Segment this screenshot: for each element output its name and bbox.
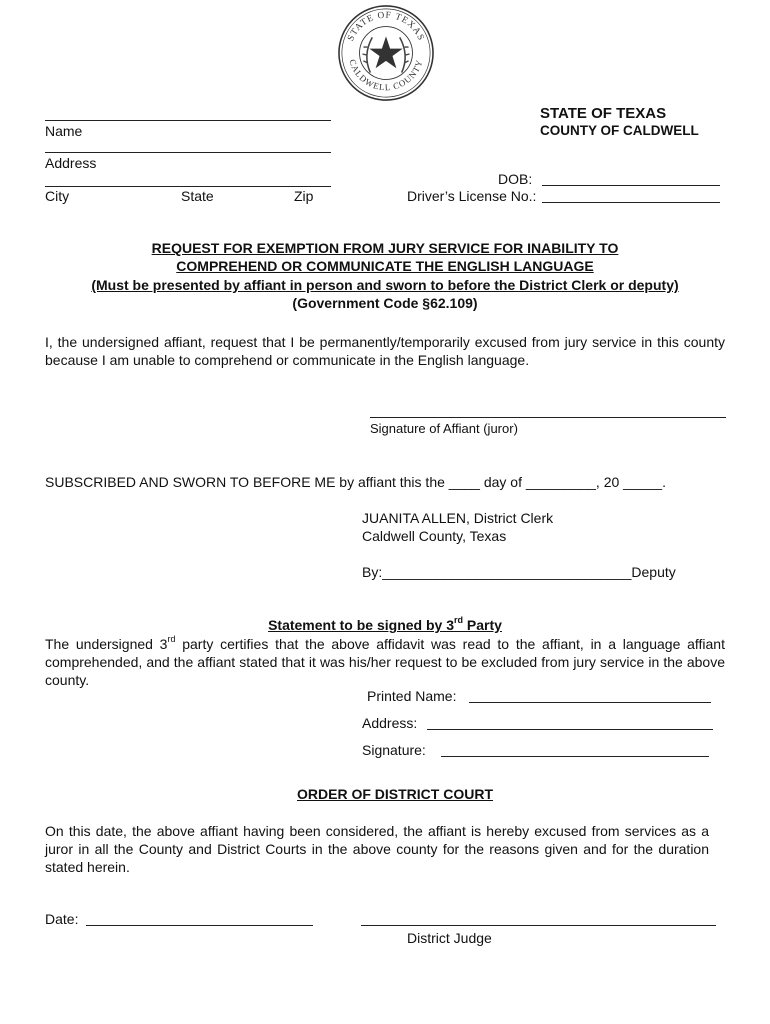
name-line[interactable] [45,120,331,121]
state-label: State [181,188,214,204]
judge-signature-line[interactable] [361,925,716,926]
svg-text:CALDWELL COUNTY: CALDWELL COUNTY [347,58,425,93]
affiant-signature-label: Signature of Affiant (juror) [370,421,518,436]
zip-label: Zip [294,188,314,204]
date-label: Date: [45,911,79,927]
deputy-signature-row [362,564,676,580]
county-heading: COUNTY OF CALDWELL [540,123,699,138]
title-line-1: REQUEST FOR EXEMPTION FROM JURY SERVICE FOR INABILITY TO [151,240,619,256]
state-heading: STATE OF TEXAS [540,105,667,122]
title-line-2: COMPREHEND OR COMMUNICATE THE ENGLISH LANGUAGE [176,258,594,274]
order-paragraph: On this date, the above affiant having been considered, the affiant is hereby excused from services as a juror in all the County and District Courts in the above county for the reasons given and for the duration stated herein. [45,823,709,875]
dob-label: DOB: [498,171,533,187]
license-label: Driver’s License No.: [407,188,537,204]
license-line[interactable] [542,202,720,203]
clerk-county: Caldwell County, Texas [362,528,507,544]
county-seal-logo [337,4,435,102]
deputy-label: Deputy [631,564,676,580]
address-label: Address [45,155,97,171]
deputy-signature-line[interactable]: ________________________________ [382,564,632,580]
third-party-address-label: Address: [362,715,418,731]
request-paragraph: I, the undersigned affiant, request that I be permanently/temporarily excused from jury service in this county because I am unable to comprehend or communicate in the English language. [45,334,725,368]
third-party-paragraph: The undersigned 3rd party certifies that the above affidavit was read to the affiant, in a language affiant comprehended, and the affiant stated that it was his/her request to be excluded from jury service in the above county. [45,634,725,688]
city-label: City [45,188,70,204]
svg-text:STATE OF TEXAS: STATE OF TEXAS [346,10,426,43]
clerk-name: JUANITA ALLEN, District Clerk [362,510,554,526]
city-state-zip-line[interactable] [45,186,331,187]
sworn-statement: SUBSCRIBED AND SWORN TO BEFORE ME by affiant this the ____ day of _________, 20 _____. [45,474,666,490]
affiant-signature-line[interactable] [370,417,726,418]
by-label: By: [362,564,383,580]
address-line[interactable] [45,152,331,153]
third-party-address-line[interactable] [427,729,713,730]
date-line[interactable] [86,925,313,926]
third-party-heading: Statement to be signed by 3rd Party [268,615,502,633]
printed-name-label: Printed Name: [367,688,457,704]
third-party-signature-line[interactable] [441,756,709,757]
third-party-signature-label: Signature: [362,742,426,758]
title-line-3: (Must be presented by affiant in person and sworn to before the District Clerk or deputy) [91,277,679,293]
name-label: Name [45,123,83,139]
printed-name-line[interactable] [469,702,711,703]
dob-line[interactable] [542,185,720,186]
order-heading: ORDER OF DISTRICT COURT [297,786,493,802]
district-judge-label: District Judge [407,930,492,946]
title-line-4: (Government Code §62.109) [292,295,478,311]
